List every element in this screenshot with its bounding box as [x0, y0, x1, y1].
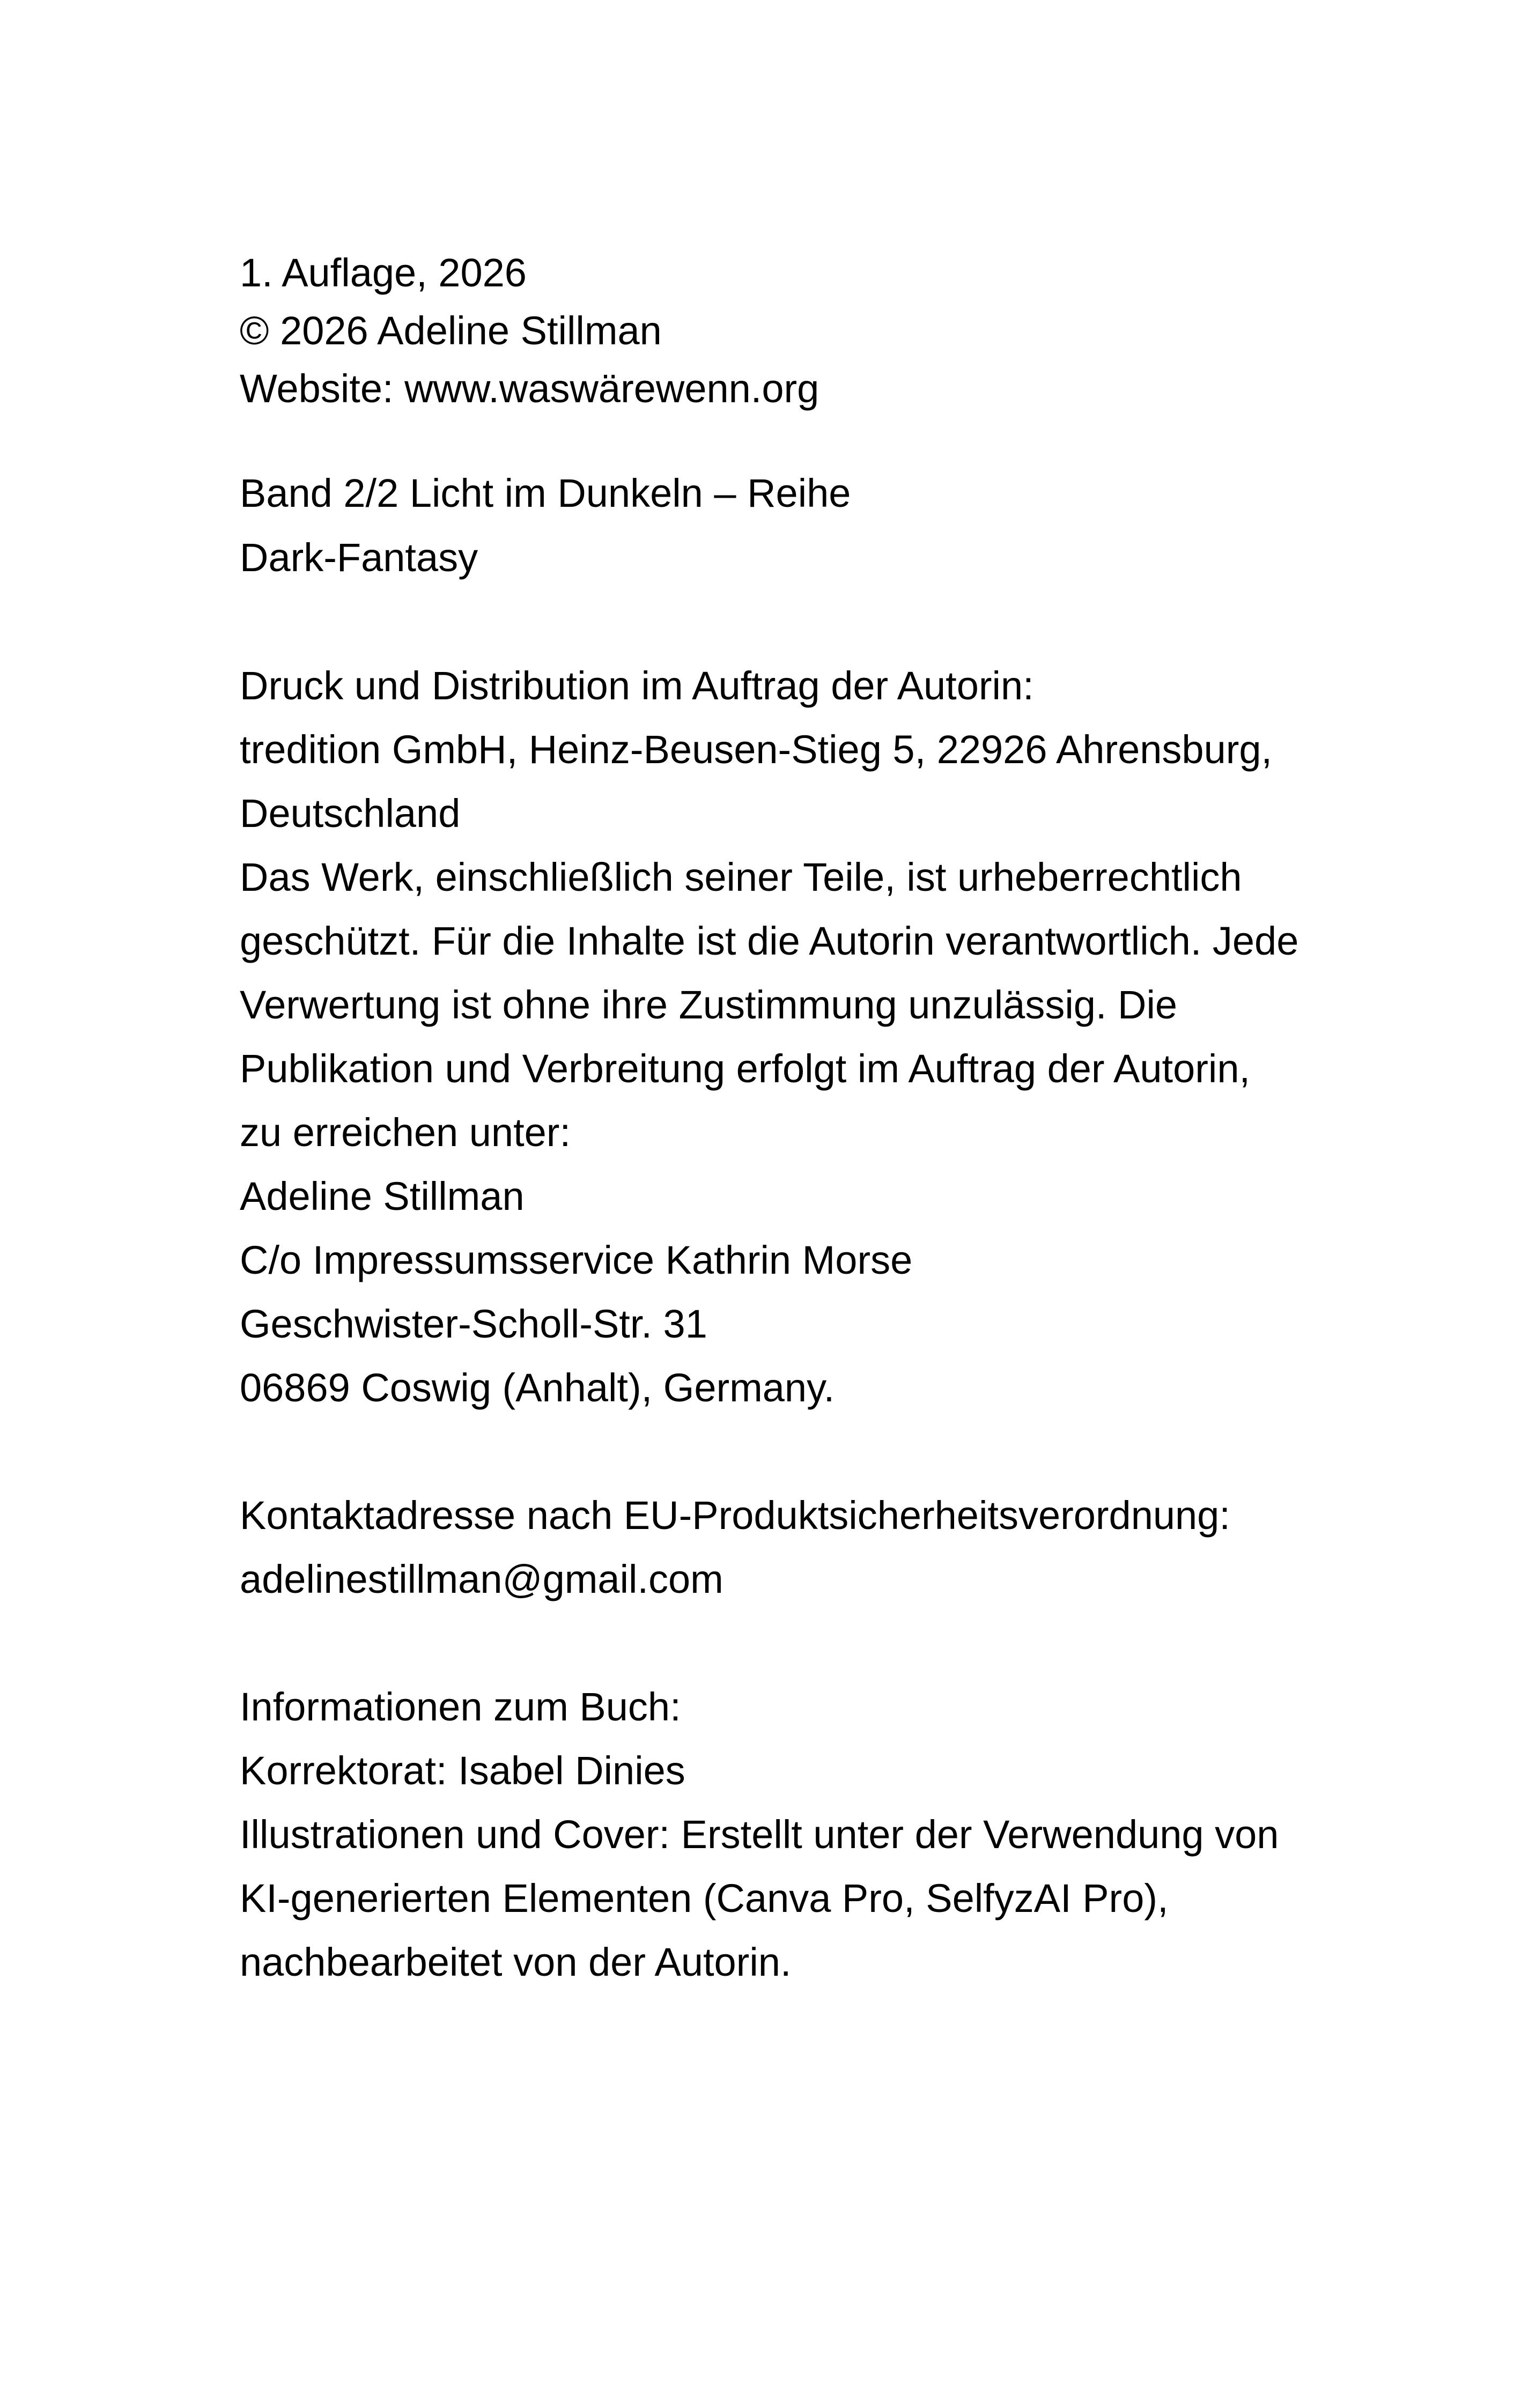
contact-email: adelinestillman@gmail.com: [240, 1557, 723, 1601]
book-info-block: [240, 1675, 1366, 1994]
imprint-block: [240, 244, 1366, 418]
illustrations-text: nachbearbeitet von der Autorin.: [240, 1940, 792, 1984]
contact-label: Kontaktadresse nach EU-Produktsicherheitsverordnung:: [240, 1493, 1230, 1538]
proofreading-text: Korrektorat: Isabel Dinies: [240, 1748, 685, 1793]
illustrations-text: KI-generierten Elementen (Canva Pro, SelfyzAI Pro),: [240, 1876, 1169, 1921]
publisher-line: Geschwister-Scholl-Str. 31: [240, 1302, 707, 1346]
publisher-line: Das Werk, einschließlich seiner Teile, ist urheberrechtlich: [240, 855, 1242, 899]
copyright-text: © 2026 Adeline Stillman: [240, 308, 662, 353]
publisher-block: [240, 654, 1366, 1420]
publisher-line: Adeline Stillman: [240, 1174, 525, 1218]
publisher-line: geschützt. Für die Inhalte ist die Autorin verantwortlich. Jede: [240, 919, 1299, 963]
publisher-line: Publikation und Verbreitung erfolgt im Auftrag der Autorin,: [240, 1046, 1251, 1091]
publisher-line: zu erreichen unter:: [240, 1110, 571, 1155]
publisher-line: C/o Impressumsservice Kathrin Morse: [240, 1238, 913, 1282]
series-band-text: Band 2/2 Licht im Dunkeln – Reihe: [240, 471, 851, 515]
genre-text: Dark-Fantasy: [240, 535, 478, 580]
edition-text: 1. Auflage, 2026: [240, 250, 527, 295]
illustrations-text: Illustrationen und Cover: Erstellt unter der Verwendung von: [240, 1812, 1279, 1857]
publisher-line: tredition GmbH, Heinz-Beusen-Stieg 5, 22926 Ahrensburg,: [240, 727, 1273, 772]
website-text: Website: www.waswärewenn.org: [240, 366, 819, 411]
book-info-heading: Informationen zum Buch:: [240, 1685, 681, 1729]
publisher-line: Verwertung ist ohne ihre Zustimmung unzulässig. Die: [240, 983, 1178, 1027]
imprint-page: [240, 244, 1366, 1994]
publisher-line: Druck und Distribution im Auftrag der Autorin:: [240, 663, 1034, 708]
series-block: [240, 461, 1366, 590]
contact-block: [240, 1483, 1366, 1611]
publisher-line: Deutschland: [240, 791, 461, 836]
publisher-line: 06869 Coswig (Anhalt), Germany.: [240, 1365, 835, 1410]
